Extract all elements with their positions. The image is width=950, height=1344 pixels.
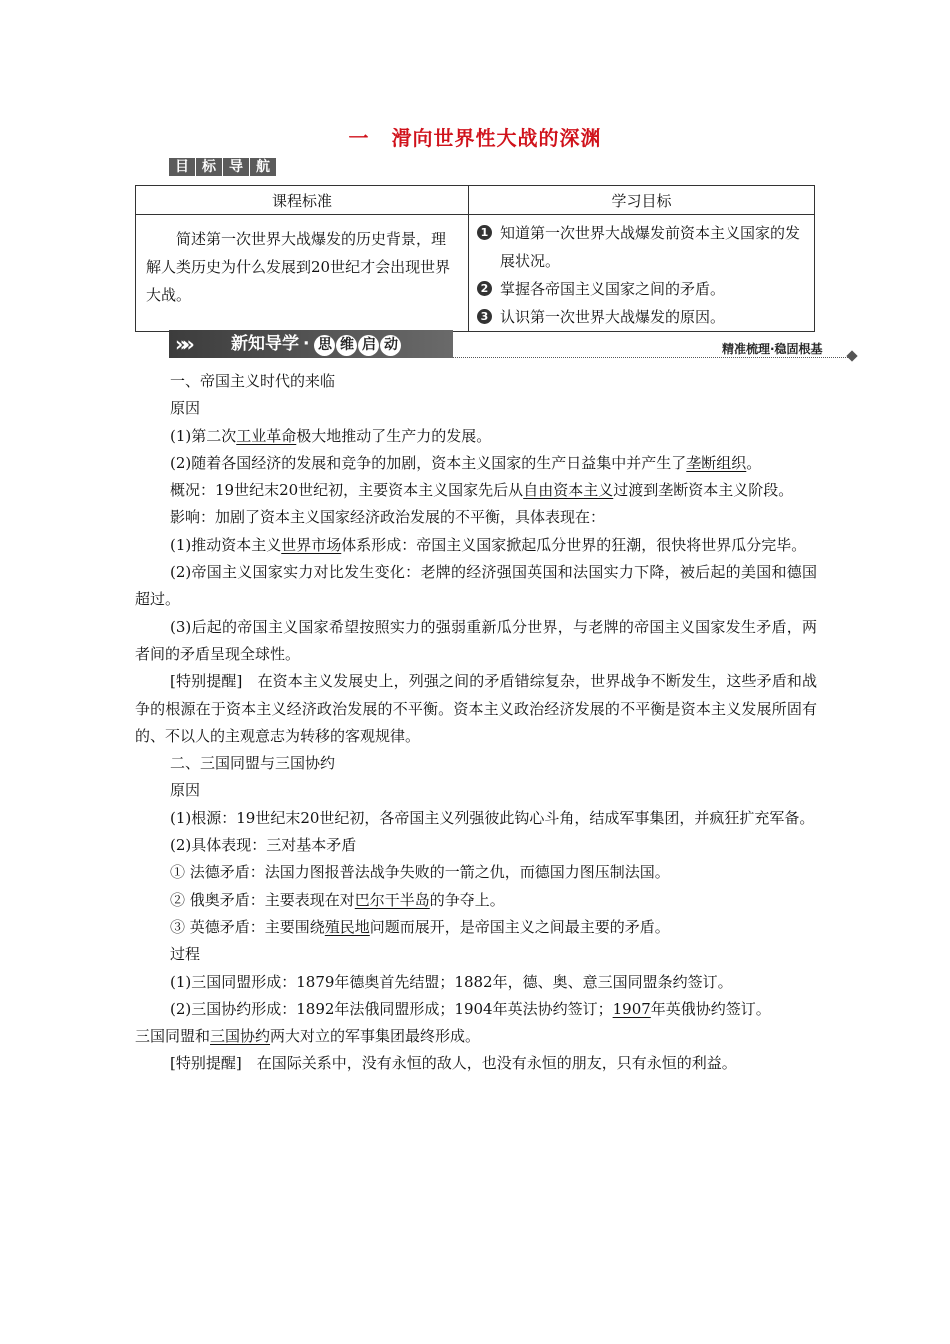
paragraph: (2)三国协约形成：1892年法俄同盟形成；1904年英法协约签订；1907年英俄协约签订。 bbox=[170, 999, 771, 1018]
banner-subtitle: 精准梳理·稳固根基 bbox=[722, 342, 823, 356]
header-objectives: 学习目标 bbox=[469, 186, 815, 215]
badge-char: 标 bbox=[196, 158, 222, 176]
badge-char: 航 bbox=[250, 158, 276, 176]
header-standard: 课程标准 bbox=[136, 186, 469, 215]
badge-char: 导 bbox=[223, 158, 249, 176]
paragraph: (1)三国同盟形成：1879年德奥首先结盟；1882年，德、奥、意三国同盟条约签订。 bbox=[170, 972, 733, 991]
subheading: 过程 bbox=[170, 945, 201, 964]
page-title bbox=[0, 122, 950, 151]
number-circle-icon: 1 bbox=[477, 225, 492, 240]
chapter-title: 滑向世界性大战的深渊 bbox=[391, 126, 602, 150]
banner-title: 新知导学 · 思 维 启 动 bbox=[231, 333, 401, 356]
paragraph: 三国同盟和三国协约两大对立的军事集团最终形成。 bbox=[135, 1027, 481, 1046]
double-chevron-icon: »» bbox=[175, 332, 189, 356]
list-item: ① 法德矛盾：法国力图报普法战争失败的一箭之仇，而德国力图压制法国。 bbox=[170, 863, 670, 882]
goals-table bbox=[135, 185, 815, 332]
paragraph: (1)根源：19世纪末20世纪初，各帝国主义列强彼此钩心斗角，结成军事集团，并疯狂扩充军备。 bbox=[170, 808, 815, 827]
paragraph: 影响：加剧了资本主义国家经济政治发展的不平衡，具体表现在： bbox=[170, 508, 606, 527]
chapter-number: 一 bbox=[348, 126, 370, 150]
paragraph: (2)帝国主义国家实力对比发生变化：老牌的经济强国英国和法国实力下降，被后起的美国和德国超过。 bbox=[135, 563, 817, 609]
number-circle-icon: 3 bbox=[477, 309, 492, 324]
course-standard: 简述第一次世界大战爆发的历史背景，理解人类历史为什么发展到20世纪才会出现世界大战。 bbox=[136, 215, 469, 332]
objective-item: 2 掌握各帝国主义国家之间的矛盾。 bbox=[477, 275, 808, 303]
subheading: 原因 bbox=[170, 781, 201, 800]
badge-char: 目 bbox=[169, 158, 195, 176]
list-item: ③ 英德矛盾：主要围绕殖民地问题而展开，是帝国主义之间最主要的矛盾。 bbox=[170, 917, 670, 936]
banner-divider bbox=[453, 357, 848, 358]
section-banner bbox=[169, 330, 453, 358]
special-reminder: [特别提醒] 在国际关系中，没有永恒的敌人，也没有永恒的朋友，只有永恒的利益。 bbox=[170, 1054, 737, 1073]
diamond-icon bbox=[846, 350, 857, 361]
paragraph: (2)具体表现：三对基本矛盾 bbox=[170, 836, 357, 855]
paragraph: 概况：19世纪末20世纪初，主要资本主义国家先后从自由资本主义过渡到垄断资本主义阶段。 bbox=[170, 481, 794, 500]
subheading: 原因 bbox=[170, 399, 201, 418]
paragraph: (3)后起的帝国主义国家希望按照实力的强弱重新瓜分世界，与老牌的帝国主义国家发生矛盾，两者间的矛盾呈现全球性。 bbox=[135, 617, 817, 663]
objective-item: 3 认识第一次世界大战爆发的原因。 bbox=[477, 303, 808, 331]
learning-objectives bbox=[469, 215, 815, 332]
section-heading: 二、三国同盟与三国协约 bbox=[170, 754, 336, 773]
paragraph: (1)第二次工业革命极大地推动了生产力的发展。 bbox=[170, 426, 492, 445]
number-circle-icon: 2 bbox=[477, 281, 492, 296]
objective-item: 1 知道第一次世界大战爆发前资本主义国家的发展状况。 bbox=[477, 219, 808, 275]
content-body bbox=[135, 368, 817, 1078]
nav-badge bbox=[169, 158, 276, 176]
paragraph: (1)推动资本主义世界市场体系形成：帝国主义国家掀起瓜分世界的狂潮，很快将世界瓜分完毕。 bbox=[170, 535, 807, 554]
list-item: ② 俄奥矛盾：主要表现在对巴尔干半岛的争夺上。 bbox=[170, 890, 505, 909]
special-reminder: [特别提醒] 在资本主义发展史上，列强之间的矛盾错综复杂，世界战争不断发生，这些矛盾和战争的根源在于资本主义经济政治发展的不平衡。资本主义政治经济发展的不平衡是资本主义发展所固有的、不以人的主观意志为转移的客观规律。 bbox=[135, 672, 817, 745]
section-heading: 一、帝国主义时代的来临 bbox=[170, 372, 336, 390]
paragraph: (2)随着各国经济的发展和竞争的加剧，资本主义国家的生产日益集中并产生了垄断组织。 bbox=[170, 453, 762, 472]
